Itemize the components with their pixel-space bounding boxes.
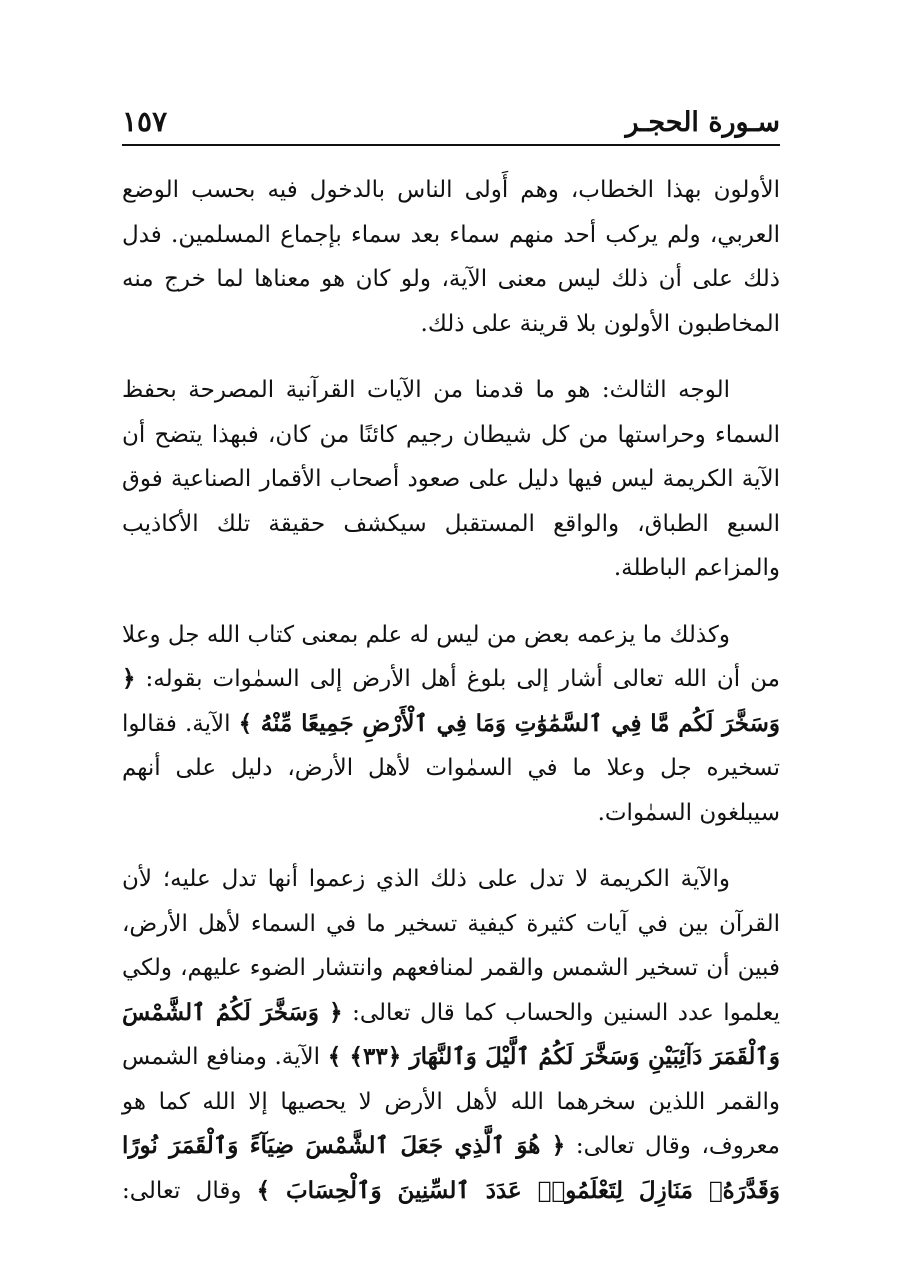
paragraph-text: الآية. ومنافع الشمس والقمر اللذين سخرهما الله لأهل الأرض لا يحصيها إلا الله كما هو معروف، وقال تعالى: <box>122 1044 780 1159</box>
quran-verse: ﴿ وَسَخَّرَ لَكُمُ ٱلشَّمْسَ وَٱلْقَمَرَ دَآئِبَيْنِ وَسَخَّرَ لَكُمُ ٱلَّيْلَ وَٱلنَّهَارَ ﴿٣٣﴾ ﴾ <box>122 998 780 1070</box>
quran-verse: ﴿ هُوَ ٱلَّذِي جَعَلَ ٱلشَّمْسَ ضِيَآءً وَٱلْقَمَرَ نُورًا وَقَدَّرَهُۥ مَنَازِلَ لِتَعْلَمُوا۟ عَدَدَ ٱلسِّنِينَ وَٱلْحِسَابَ ﴾ <box>122 1132 781 1204</box>
quran-verse: ﴿ وَسَخَّرَ لَكُم مَّا فِي ٱلسَّمَٰوَٰتِ وَمَا فِي ٱلْأَرْضِ جَمِيعًا مِّنْهُ ﴾ <box>122 665 780 737</box>
paragraph-1 <box>122 168 780 346</box>
paragraph-text: والآية الكريمة لا تدل على ذلك الذي زعموا أنها تدل عليه؛ لأن القرآن بين في آيات كثيرة كيفية تسخير ما في السماء لأهل الأرض، فبين أن تسخير الشمس والقمر لمنافعهم وانتشار الضوء عليهم، ولكي يعلموا عدد السنين والحساب كما قال تعالى: <box>122 866 780 1026</box>
paragraph-text: الأولون بهذا الخطاب، وهم أَولى الناس بالدخول فيه بحسب الوضع العربي، ولم يركب أحد منهم سماء بعد سماء بإجماع المسلمين. فدل ذلك على أن ذلك ليس معنى الآية، ولو كان هو معناها لما خرج منه المخاطبون الأولون بلا قرينة على ذلك. <box>122 177 780 337</box>
page-number: ١٥٧ <box>122 105 168 138</box>
paragraph-2 <box>122 368 780 591</box>
document-page <box>122 96 780 1235</box>
page-body <box>122 168 780 1213</box>
paragraph-text: وكذلك ما يزعمه بعض من ليس له علم بمعنى كتاب الله جل وعلا من أن الله تعالى أشار إلى بلوغ أهل الأرض إلى السمٰوات بقوله: <box>122 621 780 692</box>
paragraph-text: الوجه الثالث: هو ما قدمنا من الآيات القرآنية المصرحة بحفظ السماء وحراستها من كل شيطان رجيم كائنًا من كان، فبهذا يتضح أن الآية الكريمة ليس فيها دليل على صعود أصحاب الأقمار الصناعية فوق السبع الطباق، والواقع المستقبل سيكشف حقيقة تلك الأكاذيب والمزاعم الباطلة. <box>122 377 780 581</box>
paragraph-text: الآية. فقالوا تسخيره جل وعلا ما في السمٰوات لأهل الأرض، دليل على أنهم سيبلغون السمٰوات. <box>122 710 780 826</box>
surah-title: سـورة الحجـر <box>625 107 780 138</box>
paragraph-4 <box>122 857 780 1213</box>
page-header <box>122 96 780 146</box>
paragraph-text: وقال تعالى: <box>122 1177 257 1204</box>
paragraph-3 <box>122 613 780 836</box>
